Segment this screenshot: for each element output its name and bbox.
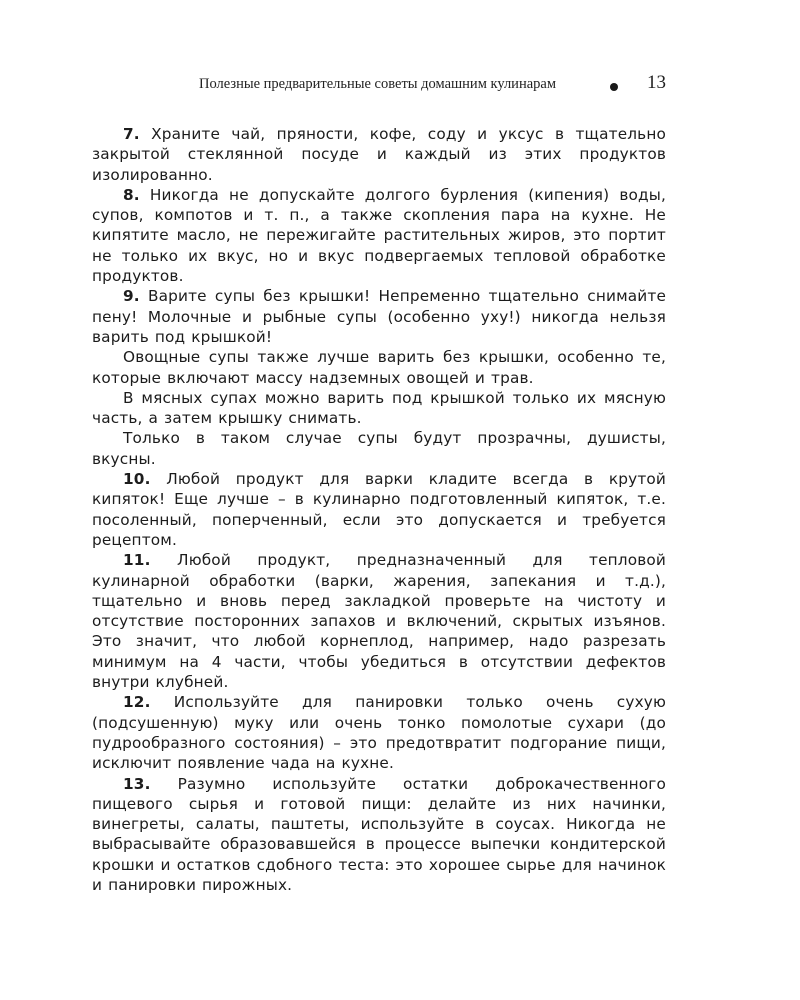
item-number: 7. xyxy=(123,125,140,143)
item-number: 13. xyxy=(123,774,151,793)
running-head-title: Полезные предварительные советы домашним кулинарам xyxy=(198,76,556,92)
paragraph-text: Любой продукт, предназначенный для тепловой кулинарной обработки (варки, жарения, запекания и т.д.), тщательно и вновь перед закладкой проверьте на чистоту и отсутствие посторонних запахов и включений, скрытых изъянов. Это значит, что любой корнеплод, например, надо разрезать минимум на 4 части, чтобы убедиться в отсутствии дефектов внутри клубней. xyxy=(92,551,667,692)
paragraph-9-vegetable-soups xyxy=(92,347,666,388)
paragraph-text: Только в таком случае супы будут прозрачны, душисты, вкусны. xyxy=(92,429,666,468)
paragraph-text: Никогда не допускайте долгого бурления (кипения) воды, супов, компотов и т. п., а также скопления пара на кухне. Не кипятите масло, не пережигайте растительных жиров, это портит не только их вкус, но и вкус подвергаемых тепловой обработке продуктов. xyxy=(92,185,667,286)
paragraph-text: Используйте для панировки только очень сухую (подсушенную) муку или очень тонко помолотые сухари (до пудрообразного состояния) – это предотвратит подгорание пищи, исключит появление чада на кухне. xyxy=(92,693,667,773)
paragraph-8 xyxy=(92,185,666,286)
paragraph-9-conclusion xyxy=(92,428,666,469)
page-number: 13 xyxy=(647,72,666,93)
bullet-icon xyxy=(610,83,618,91)
paragraph-text: Любой продукт для варки кладите всегда в крутой кипяток! Еще лучше – в кулинарно подготовленный кипяток, т.е. посоленный, поперченный, если это допускается и требуется рецептом. xyxy=(92,470,666,549)
paragraph-text: Разумно используйте остатки доброкачественного пищевого сырья и готовой пищи: делайте из них начинки, винегреты, салаты, паштеты, используйте в соусах. Никогда не выбрасывайте образовавшейся в процессе выпечки кондитерской крошки и остатков сдобного теста: это хорошее сырье для начинок и панировки пирожных. xyxy=(92,774,667,894)
paragraph-13 xyxy=(92,774,666,896)
paragraph-text: В мясных супах можно варить под крышкой только их мясную часть, а затем крышку снимать. xyxy=(92,388,666,428)
running-header xyxy=(92,74,666,98)
paragraph-9-meat-soups xyxy=(92,388,666,429)
item-number: 10. xyxy=(123,470,151,489)
paragraph-10 xyxy=(92,469,666,550)
item-number: 8. xyxy=(123,185,140,204)
item-number: 9. xyxy=(123,287,140,306)
paragraph-11 xyxy=(92,550,666,692)
paragraph-text: Овощные супы также лучше варить без крышки, особенно те, которые включают массу надземных овощей и трав. xyxy=(92,348,666,387)
paragraph-9 xyxy=(92,286,666,347)
body-text xyxy=(92,124,666,895)
paragraph-text: Варите супы без крышки! Непременно тщательно снимайте пену! Молочные и рыбные супы (особенно уху!) никогда нельзя варить под крышкой! xyxy=(92,287,667,346)
item-number: 12. xyxy=(123,693,151,712)
item-number: 11. xyxy=(123,551,151,570)
paragraph-12 xyxy=(92,692,666,773)
paragraph-7 xyxy=(92,124,666,185)
paragraph-text: Храните чай, пряности, кофе, соду и уксус в тщательно закрытой стеклянной посуде и каждый из этих продуктов изолированно. xyxy=(92,125,667,184)
